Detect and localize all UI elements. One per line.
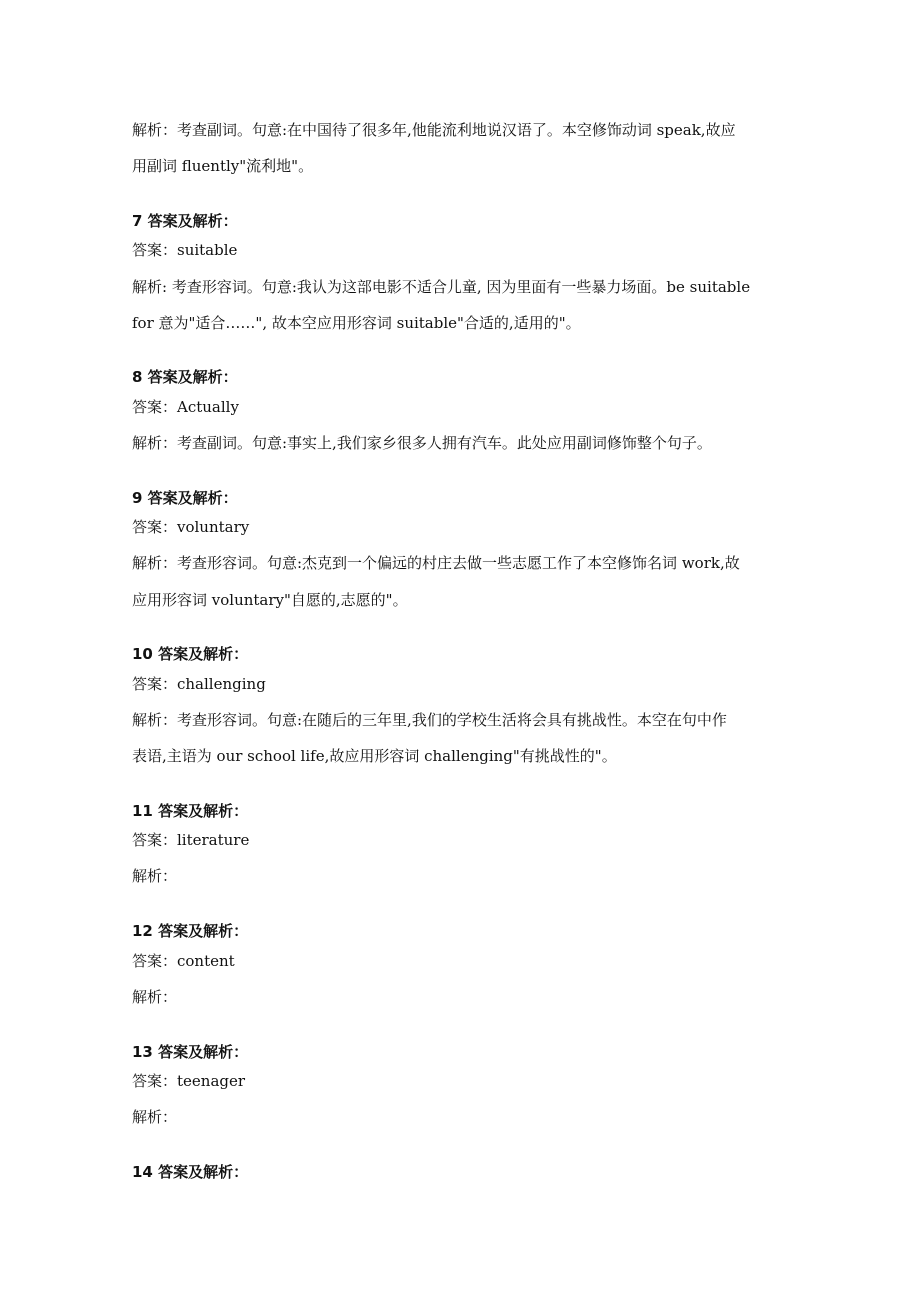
q9-analysis-line-2: 应用形容词 voluntary"自愿的,志愿的"。: [132, 591, 408, 609]
q13-answer: 答案：teenager: [132, 1072, 246, 1090]
q12-answer: 答案：content: [132, 952, 235, 970]
q9-answer: 答案：voluntary: [132, 518, 250, 536]
q9-analysis-line-1: 解析：考查形容词。句意:杰克到一个偏远的村庄去做一些志愿工作了本空修饰名词 work,故: [132, 554, 740, 572]
q14-heading: 14 答案及解析：: [132, 1163, 249, 1181]
q13-heading: 13 答案及解析：: [132, 1043, 249, 1061]
q6-analysis-line-2: 用副词 fluently"流利地"。: [132, 157, 314, 175]
q7-answer: 答案：suitable: [132, 241, 238, 259]
q12-analysis-line-1: 解析：: [132, 988, 178, 1006]
q9-heading: 9 答案及解析：: [132, 489, 238, 507]
q7-analysis-line-2: for 意为"适合……", 故本空应用形容词 suitable"合适的,适用的"。: [132, 314, 581, 332]
q11-analysis-line-1: 解析：: [132, 867, 178, 885]
q12-heading: 12 答案及解析：: [132, 922, 249, 940]
q10-answer: 答案：challenging: [132, 675, 266, 693]
q10-analysis-line-2: 表语,主语为 our school life,故应用形容词 challenging"有挑战性的"。: [132, 747, 617, 765]
q8-analysis-line-1: 解析：考查副词。句意:事实上,我们家乡很多人拥有汽车。此处应用副词修饰整个句子。: [132, 434, 712, 452]
q10-analysis-line-1: 解析：考查形容词。句意:在随后的三年里,我们的学校生活将会具有挑战性。本空在句中作: [132, 711, 727, 729]
q10-heading: 10 答案及解析：: [132, 645, 249, 663]
q8-heading: 8 答案及解析：: [132, 368, 238, 386]
q8-answer: 答案：Actually: [132, 398, 239, 416]
q13-analysis-line-1: 解析：: [132, 1108, 178, 1126]
q11-heading: 11 答案及解析：: [132, 802, 249, 820]
q11-answer: 答案：literature: [132, 831, 250, 849]
q7-analysis-line-1: 解析: 考查形容词。句意:我认为这部电影不适合儿童, 因为里面有一些暴力场面。be suitable: [132, 278, 751, 296]
q7-heading: 7 答案及解析：: [132, 212, 238, 230]
q6-analysis-line-1: 解析：考查副词。句意:在中国待了很多年,他能流利地说汉语了。本空修饰动词 speak,故应: [132, 121, 736, 139]
